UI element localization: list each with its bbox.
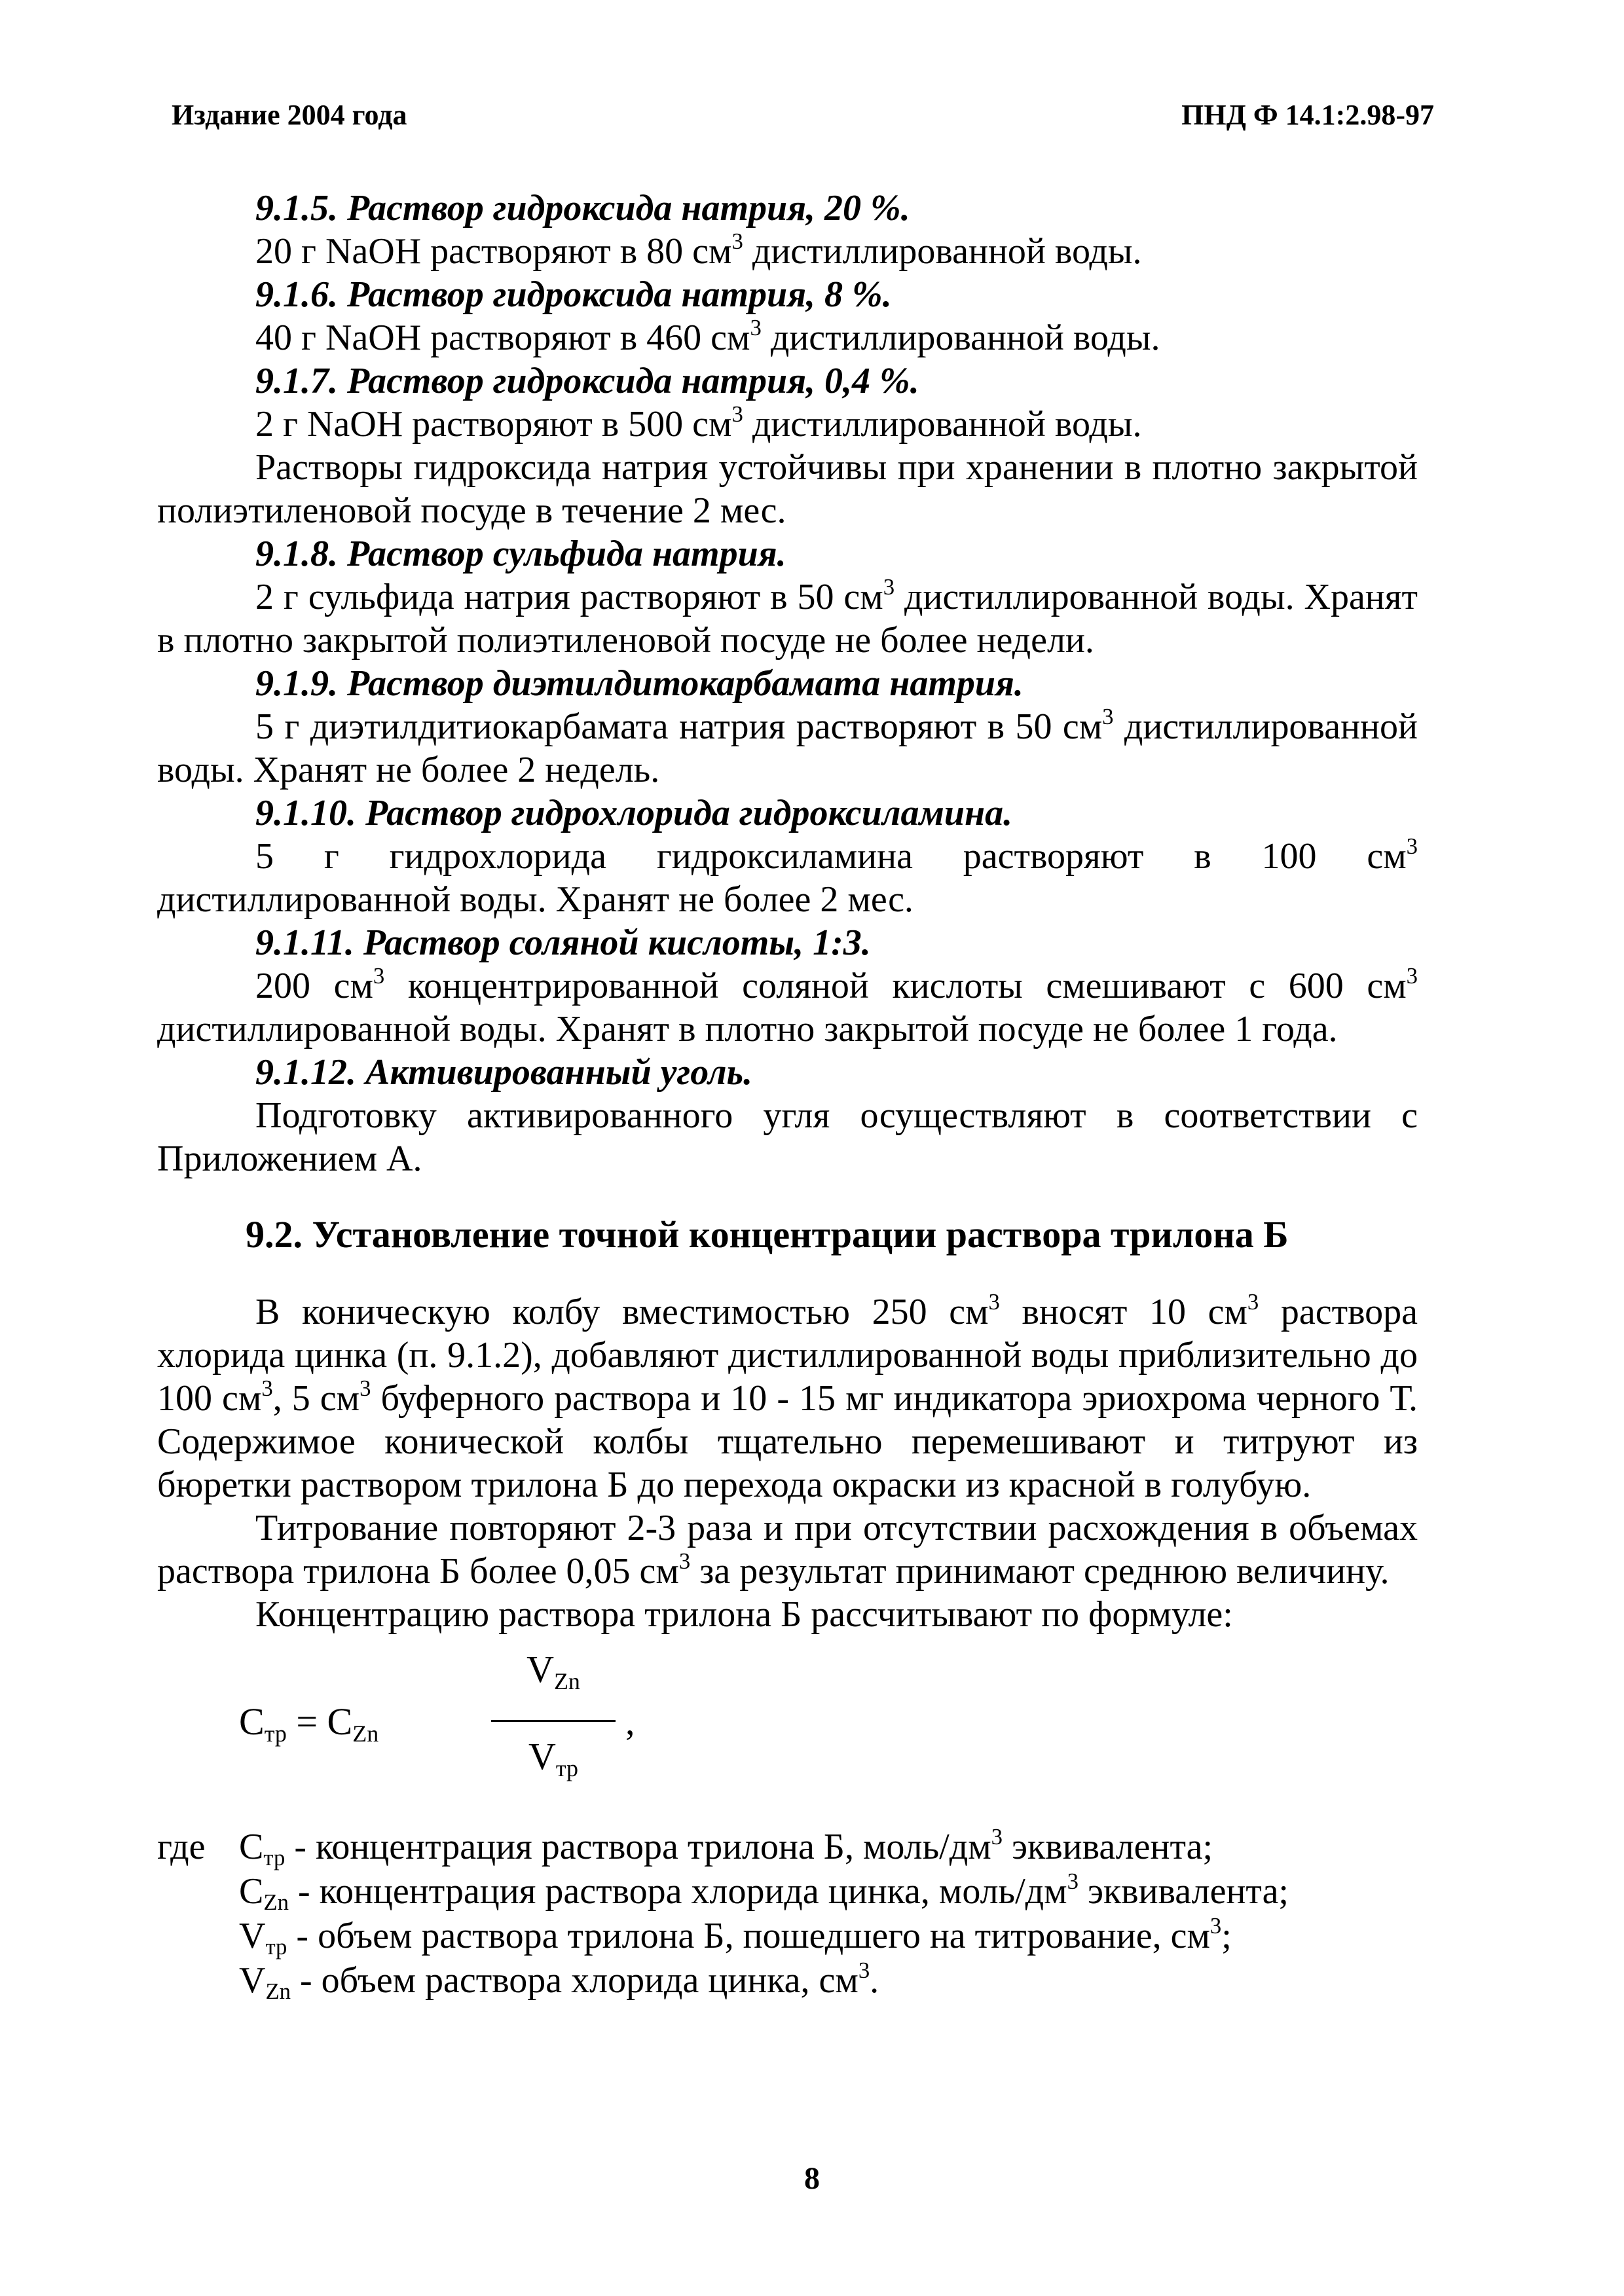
paragraph-9-1-10: 5 г гидрохлорида гидроксиламина растворяют в 100 $см^3$ дистиллированной воды. Хранят не более 2 мес. bbox=[157, 833, 1418, 920]
formula-fraction bbox=[491, 1648, 616, 1781]
formula-numerator: $V_{Zn}$ bbox=[526, 1648, 580, 1694]
paragraph-9-1-8: 2 г сульфида натрия растворяют в 50 $см^3$ дистиллированной воды. Хранят в плотно закрытой полиэтиленовой посуде не более недели. bbox=[157, 574, 1418, 661]
formula-legend bbox=[157, 1825, 1418, 2003]
subsection-title-9-1-5: 9.1.5. Раствор гидроксида натрия, 20 %. bbox=[255, 188, 910, 228]
document-code: ПНД Ф 14.1:2.98-97 bbox=[1181, 99, 1434, 131]
section-title-9-2: 9.2. Установление точной концентрации раствора трилона Б bbox=[246, 1213, 1289, 1256]
subsection-title-9-1-10: 9.1.10. Раствор гидрохлорида гидроксиламина. bbox=[255, 793, 1013, 833]
paragraph-9-1-7: 2 г NaOH растворяют в 500 $см^3$ дистиллированной воды. bbox=[255, 401, 1142, 445]
subsection-title-9-1-11: 9.1.11. Раствор соляной кислоты, 1:3. bbox=[255, 922, 871, 963]
formula-comma: , bbox=[625, 1700, 635, 1743]
fraction-bar bbox=[491, 1720, 616, 1722]
legend-where: где bbox=[157, 1827, 206, 1867]
formula-lhs: $C_{тр} = C_{Zn}$ bbox=[239, 1700, 379, 1747]
subsection-title-9-1-6: 9.1.6. Раствор гидроксида натрия, 8 %. bbox=[255, 274, 892, 315]
subsection-title-9-1-7: 9.1.7. Раствор гидроксида натрия, 0,4 %. bbox=[255, 361, 919, 401]
paragraph-9-1-6: 40 г NaOH растворяют в 460 $см^3$ дистиллированной воды. bbox=[255, 315, 1160, 358]
formula-denominator: $V_{тр}$ bbox=[528, 1735, 579, 1781]
page-number: 8 bbox=[804, 2161, 820, 2196]
paragraph-naoh-storage: Растворы гидроксида натрия устойчивы при хранении в плотно закрытой полиэтиленовой посуде в течение 2 мес. bbox=[157, 447, 1418, 531]
subsection-title-9-1-8: 9.1.8. Раствор сульфида натрия. bbox=[255, 534, 786, 574]
paragraph-9-1-9: 5 г диэтилдитиокарбамата натрия растворяют в 50 $см^3$ дистиллированной воды. Хранят не более 2 недель. bbox=[157, 704, 1418, 790]
legend-item: где $C_{тр}$ - концентрация раствора трилона Б, моль/$дм^3$ эквивалента; bbox=[157, 1824, 1213, 1871]
paragraph-9-1-11: 200 $см^3$ концентрированной соляной кислоты смешивают с 600 $см^3$ дистиллированной воды. Хранят в плотно закрытой посуде не более 1 года. bbox=[157, 963, 1418, 1049]
paragraph-9-2-procedure: В коническую колбу вместимостью 250 $см^3$ вносят 10 $см^3$ раствора хлорида цинка (п. 9.1.2), добавляют дистиллированной воды приблизительно до 100 $см^3$, 5 $см^3$ буферного раствора и 10 - 15 мг индикатора эриохрома черного Т. Содержимое конической колбы тщательно перемешивают и титруют из бюретки раствором трилона Б до перехода окраски из красной в голубую. bbox=[157, 1289, 1418, 1505]
paragraph-9-2-formula-intro: Концентрацию раствора трилона Б рассчитывают по формуле: bbox=[255, 1594, 1233, 1635]
legend-item: $V_{Zn}$ - объем раствора хлорида цинка, $см^3$. bbox=[239, 1958, 879, 2005]
paragraph-9-1-5: 20 г NaOH растворяют в 80 $см^3$ дистиллированной воды. bbox=[255, 228, 1142, 272]
concentration-formula bbox=[239, 1648, 1418, 1798]
paragraph-9-1-12: Подготовку активированного угля осуществляют в соответствии с Приложением А. bbox=[157, 1095, 1418, 1179]
legend-item: $V_{тр}$ - объем раствора трилона Б, пошедшего на титрование, $см^3$; bbox=[239, 1913, 1232, 1960]
subsection-title-9-1-9: 9.1.9. Раствор диэтилдитокарбамата натрия. bbox=[255, 663, 1024, 704]
paragraph-9-2-repeat: Титрование повторяют 2-3 раза и при отсутствии расхождения в объемах раствора трилона Б более 0,05 $см^3$ за результат принимают среднюю величину. bbox=[157, 1508, 1418, 1592]
page-body bbox=[157, 187, 1418, 2003]
edition-label: Издание 2004 года bbox=[172, 99, 407, 131]
legend-item: $C_{Zn}$ - концентрация раствора хлорида цинка, моль/$дм^3$ эквивалента; bbox=[239, 1868, 1289, 1916]
subsection-title-9-1-12: 9.1.12. Активированный уголь. bbox=[255, 1052, 753, 1093]
